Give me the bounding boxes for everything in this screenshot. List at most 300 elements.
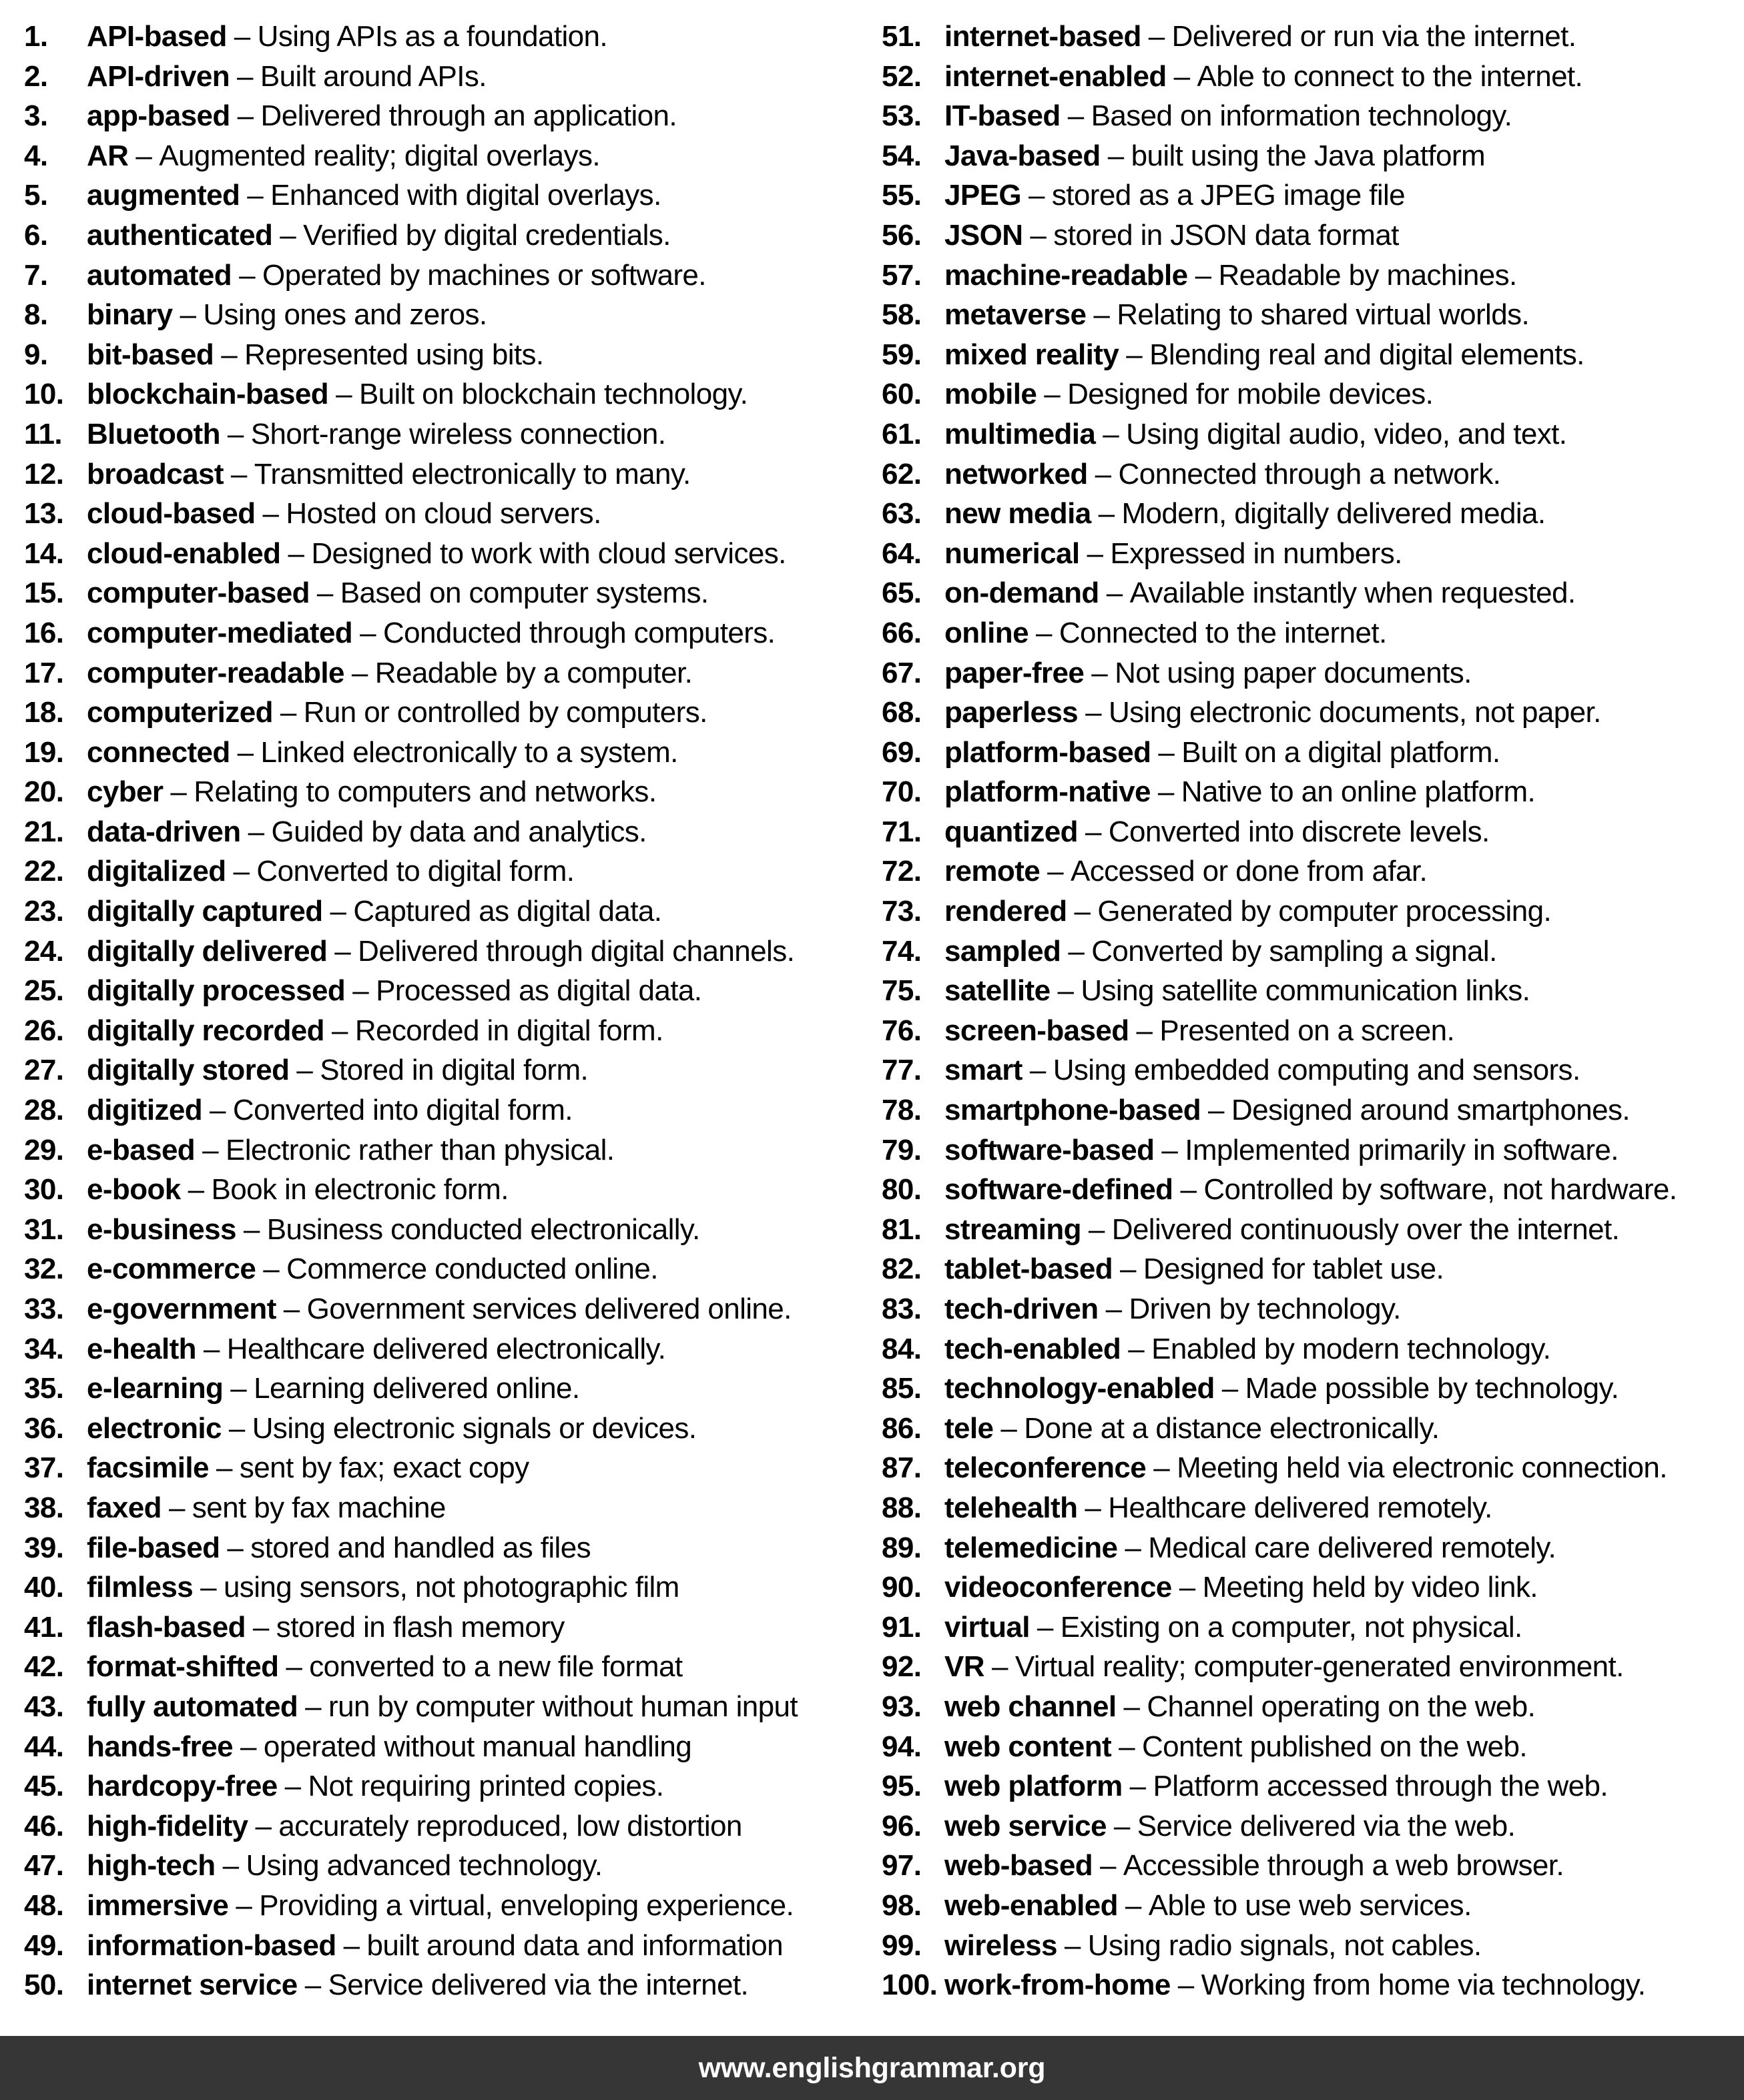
list-item [882, 1050, 1744, 1090]
item-definition: stored in flash memory [276, 1610, 565, 1644]
item-separator: – [168, 1491, 185, 1524]
item-term: electronic [87, 1411, 222, 1445]
item-separator: – [284, 1770, 301, 1803]
item-definition: Service delivered via the internet. [328, 1969, 749, 2002]
item-number: 88. [882, 1491, 922, 1524]
list-item [882, 932, 1744, 972]
list-item [24, 534, 858, 574]
column-left [0, 17, 858, 2005]
item-separator: – [1208, 1094, 1224, 1127]
item-definition: Not using paper documents. [1115, 656, 1472, 689]
list-item [24, 693, 858, 733]
item-definition: Converted into digital form. [232, 1094, 573, 1127]
item-definition: Meeting held by video link. [1202, 1571, 1538, 1604]
list-item [882, 374, 1744, 414]
item-term: computerized [87, 696, 273, 729]
item-separator: – [1085, 815, 1101, 848]
item-definition: Commerce conducted online. [286, 1253, 658, 1286]
list-item [24, 1170, 858, 1210]
item-separator: – [1113, 1809, 1130, 1842]
item-number: 57. [882, 258, 922, 292]
item-term: API-driven [87, 59, 230, 93]
item-separator: – [237, 99, 254, 133]
item-definition: stored as a JPEG image file [1051, 179, 1406, 212]
list-item [882, 1170, 1744, 1210]
item-separator: – [236, 1888, 252, 1922]
item-definition: Done at a distance electronically. [1024, 1411, 1440, 1445]
list-item [882, 892, 1744, 932]
item-separator: – [1107, 139, 1124, 172]
item-term: file-based [87, 1531, 220, 1564]
item-term: networked [944, 457, 1088, 490]
item-separator: – [1136, 1014, 1153, 1047]
item-definition: Native to an online platform. [1181, 775, 1536, 809]
item-number: 18. [24, 696, 64, 729]
item-separator: – [351, 656, 368, 689]
item-term: cloud-enabled [87, 537, 281, 570]
item-definition: Able to connect to the internet. [1197, 59, 1583, 93]
item-definition: using sensors, not photographic film [223, 1571, 679, 1604]
item-term: wireless [944, 1929, 1057, 1962]
item-number: 83. [882, 1293, 922, 1325]
item-separator: – [1057, 974, 1074, 1008]
item-number: 93. [882, 1690, 922, 1723]
item-definition: Based on computer systems. [340, 577, 709, 610]
list-item [24, 733, 858, 773]
item-term: virtual [944, 1610, 1030, 1644]
item-term: e-business [87, 1212, 236, 1246]
item-separator: – [1129, 1770, 1146, 1803]
item-definition: Healthcare delivered remotely. [1108, 1491, 1492, 1524]
item-definition: Meeting held via electronic connection. [1177, 1451, 1667, 1485]
item-definition: Connected to the internet. [1059, 616, 1387, 649]
item-definition: Processed as digital data. [376, 974, 702, 1008]
list-item [882, 1090, 1744, 1130]
item-separator: – [1103, 417, 1119, 450]
item-separator: – [1158, 735, 1175, 769]
item-term: paperless [944, 696, 1079, 729]
list-item [24, 1090, 858, 1130]
list-item [24, 136, 858, 176]
item-separator: – [262, 497, 279, 531]
item-separator: – [170, 775, 187, 809]
item-definition: Designed for mobile devices. [1067, 378, 1434, 411]
item-separator: – [203, 1332, 220, 1365]
item-separator: – [239, 258, 255, 292]
item-definition: Recorded in digital form. [354, 1014, 663, 1047]
item-number: 3. [24, 99, 48, 133]
item-definition: Controlled by software, not hardware. [1203, 1173, 1677, 1206]
item-number: 79. [882, 1133, 922, 1166]
item-term: screen-based [944, 1014, 1129, 1047]
item-term: internet-enabled [944, 59, 1167, 93]
item-term: computer-readable [87, 656, 344, 689]
item-separator: – [331, 1014, 348, 1047]
item-definition: Converted by sampling a signal. [1091, 934, 1497, 968]
item-term: cyber [87, 775, 164, 809]
list-item [24, 1965, 858, 2005]
item-number: 13. [24, 497, 64, 531]
item-number: 14. [24, 537, 64, 570]
list-item [24, 96, 858, 136]
list-item [24, 1687, 858, 1727]
item-definition: Operated by machines or software. [262, 258, 706, 292]
item-separator: – [1095, 457, 1111, 490]
item-term: blockchain-based [87, 378, 329, 411]
item-number: 63. [882, 497, 922, 531]
item-number: 7. [24, 258, 48, 292]
item-definition: Accessed or done from afar. [1071, 855, 1428, 888]
item-number: 99. [882, 1929, 922, 1962]
item-definition: Connected through a network. [1118, 457, 1501, 490]
item-definition: Converted to digital form. [256, 855, 575, 888]
list-item [882, 57, 1744, 97]
item-definition: Providing a virtual, enveloping experience. [259, 1888, 794, 1922]
list-item [24, 812, 858, 852]
item-number: 89. [882, 1531, 922, 1564]
item-separator: – [305, 1690, 322, 1723]
item-definition: Delivered through an application. [260, 99, 677, 133]
item-number: 32. [24, 1253, 64, 1286]
item-separator: – [237, 59, 253, 93]
item-number: 25. [24, 974, 64, 1008]
item-term: work-from-home [944, 1969, 1171, 2002]
item-separator: – [1068, 934, 1085, 968]
item-definition: Healthcare delivered electronically. [226, 1332, 666, 1365]
item-term: streaming [944, 1212, 1081, 1246]
item-term: web service [944, 1809, 1107, 1842]
list-item [882, 1766, 1744, 1806]
item-separator: – [336, 378, 352, 411]
item-number: 12. [24, 457, 64, 490]
list-item [24, 1289, 858, 1329]
item-term: high-fidelity [87, 1809, 248, 1842]
item-definition: Delivered or run via the internet. [1171, 20, 1576, 53]
item-separator: – [180, 298, 196, 332]
item-number: 67. [882, 656, 922, 689]
item-number: 65. [882, 577, 922, 610]
item-separator: – [248, 815, 264, 848]
list-item [882, 1249, 1744, 1289]
item-term: facsimile [87, 1451, 209, 1485]
list-item [24, 1488, 858, 1528]
item-number: 36. [24, 1411, 64, 1445]
list-item [24, 1249, 858, 1289]
list-item [882, 1011, 1744, 1051]
item-separator: – [1044, 378, 1061, 411]
item-separator: – [352, 974, 369, 1008]
list-item [24, 1846, 858, 1886]
item-separator: – [1157, 775, 1174, 809]
item-term: faxed [87, 1491, 162, 1524]
item-definition: Channel operating on the web. [1147, 1690, 1536, 1723]
list-item [882, 772, 1744, 812]
item-term: web-based [944, 1849, 1093, 1882]
item-definition: Designed for tablet use. [1143, 1253, 1444, 1286]
item-separator: – [216, 1451, 232, 1485]
list-item [24, 256, 858, 296]
item-number: 86. [882, 1411, 922, 1445]
item-separator: – [1035, 616, 1052, 649]
item-separator: – [1029, 179, 1045, 212]
item-separator: – [1119, 1253, 1136, 1286]
list-item [24, 613, 858, 653]
item-separator: – [1125, 1531, 1141, 1564]
list-item [24, 17, 858, 57]
item-number: 44. [24, 1730, 64, 1763]
item-separator: – [135, 139, 152, 172]
item-number: 72. [882, 855, 922, 888]
item-separator: – [228, 1411, 245, 1445]
item-definition: Using electronic documents, not paper. [1108, 696, 1601, 729]
item-separator: – [1125, 1888, 1141, 1922]
item-definition: accurately reproduced, low distortion [278, 1809, 742, 1842]
item-number: 62. [882, 457, 922, 490]
item-number: 19. [24, 735, 64, 769]
item-term: VR [944, 1650, 984, 1684]
item-term: computer-based [87, 577, 310, 610]
item-definition: Government services delivered online. [306, 1293, 792, 1325]
item-term: rendered [944, 895, 1067, 928]
item-number: 37. [24, 1451, 64, 1485]
item-definition: Using electronic signals or devices. [252, 1411, 697, 1445]
item-number: 34. [24, 1332, 64, 1365]
item-separator: – [1179, 1571, 1195, 1604]
list-item [882, 17, 1744, 57]
item-number: 9. [24, 338, 48, 371]
list-item [24, 1647, 858, 1687]
item-number: 77. [882, 1054, 922, 1087]
item-definition: stored in JSON data format [1053, 218, 1399, 252]
item-definition: Accessible through a web browser. [1123, 1849, 1564, 1882]
item-definition: Designed to work with cloud services. [311, 537, 786, 570]
list-item [882, 534, 1744, 574]
list-item [24, 494, 858, 534]
item-term: automated [87, 258, 232, 292]
list-item [882, 1846, 1744, 1886]
list-item [24, 1011, 858, 1051]
item-term: tablet-based [944, 1253, 1113, 1286]
item-separator: – [1037, 1610, 1053, 1644]
list-item [24, 1369, 858, 1409]
item-number: 16. [24, 616, 64, 649]
item-definition: Made possible by technology. [1245, 1372, 1619, 1405]
item-number: 91. [882, 1610, 922, 1644]
item-term: metaverse [944, 298, 1087, 332]
list-item [882, 1965, 1744, 2005]
list-item [882, 613, 1744, 653]
item-definition: built around data and information [366, 1929, 784, 1962]
item-term: data-driven [87, 815, 241, 848]
item-number: 8. [24, 298, 48, 332]
item-term: Java-based [944, 139, 1101, 172]
item-term: e-government [87, 1293, 276, 1325]
item-number: 81. [882, 1212, 922, 1246]
item-definition: Existing on a computer, not physical. [1060, 1610, 1522, 1644]
item-number: 54. [882, 139, 922, 172]
item-separator: – [230, 1372, 247, 1405]
list-item [882, 1289, 1744, 1329]
item-number: 82. [882, 1253, 922, 1286]
item-separator: – [210, 1094, 226, 1127]
list-item [882, 812, 1744, 852]
item-number: 20. [24, 775, 64, 809]
list-item [24, 414, 858, 454]
item-number: 2. [24, 59, 48, 93]
item-number: 64. [882, 537, 922, 570]
list-item [24, 335, 858, 375]
item-definition: sent by fax machine [192, 1491, 446, 1524]
item-term: filmless [87, 1571, 194, 1604]
item-number: 87. [882, 1451, 922, 1485]
item-separator: – [1047, 855, 1063, 888]
item-number: 69. [882, 735, 922, 769]
list-item [882, 1687, 1744, 1727]
list-item [24, 892, 858, 932]
item-definition: Built around APIs. [260, 59, 487, 93]
list-item [882, 1448, 1744, 1488]
list-item [24, 374, 858, 414]
list-item [882, 733, 1744, 773]
item-separator: – [227, 1531, 244, 1564]
item-term: e-health [87, 1332, 196, 1365]
item-number: 26. [24, 1014, 64, 1047]
item-definition: built using the Java platform [1131, 139, 1486, 172]
item-separator: – [991, 1650, 1008, 1684]
item-number: 5. [24, 179, 48, 212]
list-item [882, 1130, 1744, 1170]
item-definition: run by computer without human input [328, 1690, 798, 1723]
item-number: 21. [24, 815, 64, 848]
item-term: format-shifted [87, 1650, 279, 1684]
item-number: 47. [24, 1849, 64, 1882]
item-separator: – [1180, 1173, 1197, 1206]
item-definition: Virtual reality; computer-generated environment. [1014, 1650, 1624, 1684]
item-number: 98. [882, 1888, 922, 1922]
item-separator: – [1093, 298, 1110, 332]
item-definition: Linked electronically to a system. [260, 735, 678, 769]
item-term: software-based [944, 1133, 1155, 1166]
item-number: 95. [882, 1770, 922, 1803]
item-definition: Content published on the web. [1141, 1730, 1527, 1763]
list-item [24, 454, 858, 494]
item-definition: Captured as digital data. [353, 895, 662, 928]
item-term: information-based [87, 1929, 336, 1962]
item-number: 39. [24, 1531, 64, 1564]
item-definition: Using embedded computing and sensors. [1053, 1054, 1580, 1087]
item-number: 1. [24, 20, 48, 53]
item-term: multimedia [944, 417, 1096, 450]
list-item [882, 1647, 1744, 1687]
item-definition: Designed around smartphones. [1231, 1094, 1631, 1127]
item-definition: Electronic rather than physical. [225, 1133, 615, 1166]
item-definition: Modern, digitally delivered media. [1121, 497, 1546, 531]
item-separator: – [227, 417, 244, 450]
item-definition: Working from home via technology. [1201, 1969, 1646, 2002]
item-definition: Enhanced with digital overlays. [270, 179, 661, 212]
item-term: JSON [944, 218, 1023, 252]
footer-bar [0, 2036, 1744, 2100]
item-separator: – [252, 1610, 269, 1644]
item-definition: Not requiring printed copies. [308, 1770, 664, 1803]
item-separator: – [286, 1650, 302, 1684]
item-term: digitized [87, 1094, 203, 1127]
item-separator: – [1195, 258, 1211, 292]
item-number: 38. [24, 1491, 64, 1524]
list-item [882, 454, 1744, 494]
item-number: 11. [24, 417, 62, 450]
list-item [882, 1329, 1744, 1369]
item-term: hands-free [87, 1730, 233, 1763]
item-definition: Readable by machines. [1218, 258, 1517, 292]
item-number: 43. [24, 1690, 64, 1723]
item-number: 61. [882, 417, 922, 450]
item-separator: – [188, 1173, 204, 1206]
item-term: digitally captured [87, 895, 323, 928]
item-separator: – [1085, 1491, 1101, 1524]
item-separator: – [360, 616, 376, 649]
item-number: 22. [24, 855, 64, 888]
item-number: 10. [24, 378, 64, 411]
item-number: 6. [24, 218, 48, 252]
item-term: bit-based [87, 338, 214, 371]
item-definition: Presented on a screen. [1159, 1014, 1455, 1047]
list-item [882, 1727, 1744, 1767]
item-term: high-tech [87, 1849, 216, 1882]
list-item [24, 573, 858, 613]
item-number: 27. [24, 1054, 64, 1087]
item-definition: Using radio signals, not cables. [1087, 1929, 1482, 1962]
item-number: 48. [24, 1888, 64, 1922]
item-separator: – [280, 696, 296, 729]
item-term: mobile [944, 378, 1037, 411]
item-term: telemedicine [944, 1531, 1118, 1564]
list-item [882, 216, 1744, 256]
item-number: 33. [24, 1293, 64, 1325]
item-number: 90. [882, 1571, 922, 1604]
item-number: 28. [24, 1094, 64, 1127]
item-definition: Augmented reality; digital overlays. [159, 139, 600, 172]
list-item [24, 1727, 858, 1767]
item-definition: Using digital audio, video, and text. [1126, 417, 1567, 450]
item-definition: Built on blockchain technology. [358, 378, 748, 411]
list-item [882, 1886, 1744, 1926]
item-term: platform-based [944, 735, 1151, 769]
list-item [882, 1528, 1744, 1568]
item-definition: Transmitted electronically to many. [254, 457, 691, 490]
item-term: cloud-based [87, 497, 256, 531]
list-item [882, 494, 1744, 534]
item-definition: Relating to shared virtual worlds. [1117, 298, 1530, 332]
item-separator: – [1153, 1451, 1170, 1485]
item-definition: Using advanced technology. [246, 1849, 603, 1882]
item-number: 42. [24, 1650, 64, 1684]
item-term: mixed reality [944, 338, 1119, 371]
item-separator: – [296, 1054, 313, 1087]
item-definition: Implemented primarily in software. [1185, 1133, 1619, 1166]
item-separator: – [233, 855, 250, 888]
item-term: e-learning [87, 1372, 224, 1405]
item-separator: – [288, 537, 304, 570]
item-separator: – [202, 1133, 218, 1166]
item-number: 49. [24, 1929, 64, 1962]
item-definition: Using ones and zeros. [203, 298, 487, 332]
item-separator: – [1100, 1849, 1116, 1882]
item-term: e-based [87, 1133, 196, 1166]
item-number: 80. [882, 1173, 922, 1206]
item-separator: – [230, 457, 247, 490]
item-separator: – [263, 1253, 280, 1286]
